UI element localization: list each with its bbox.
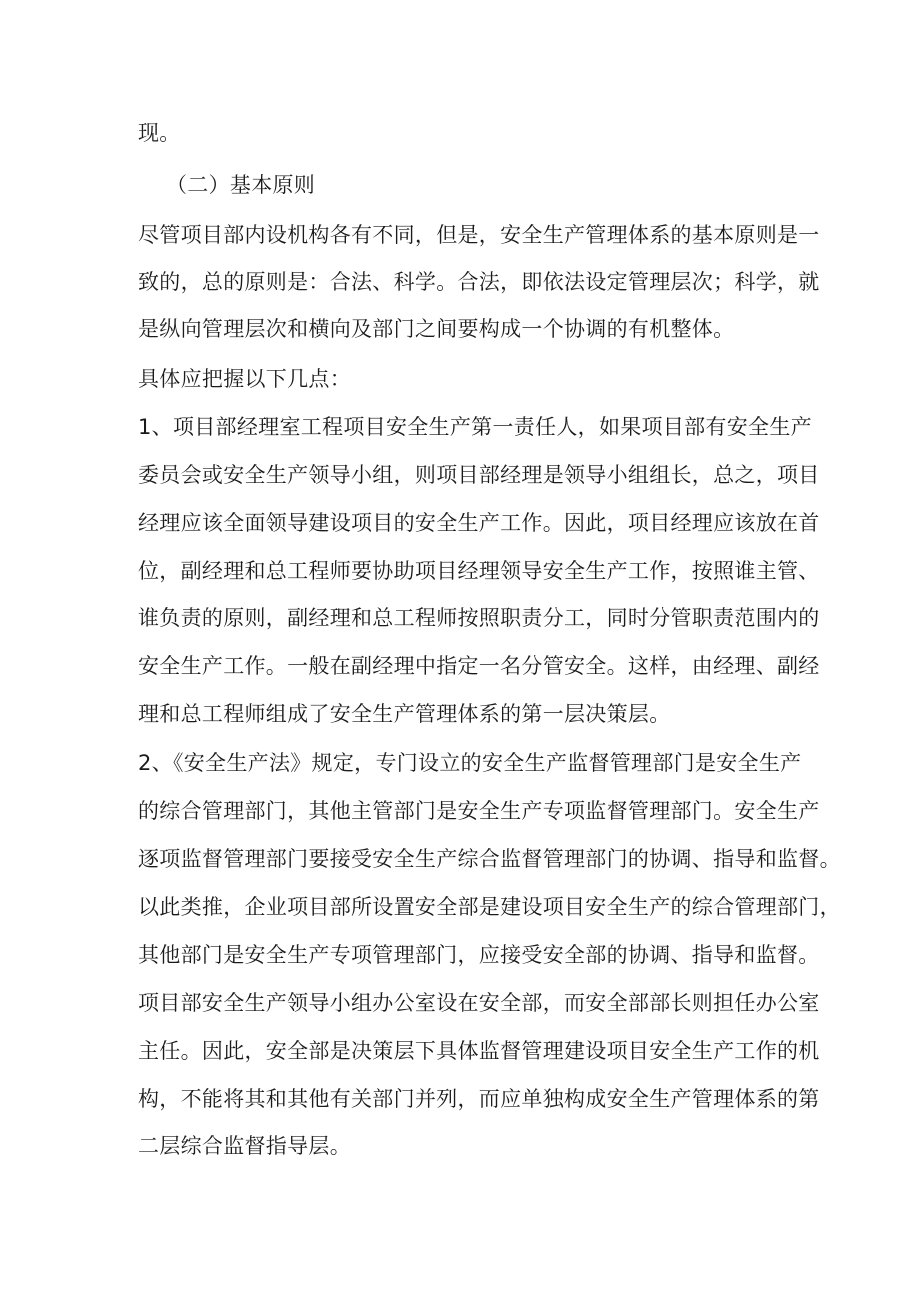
text-line: 委员会或安全生产领导小组，则项目部经理是领导小组组长，总之，项目 xyxy=(138,463,820,487)
section-heading: （二）基本原则 xyxy=(166,173,316,197)
text-line: 2、《安全生产法》规定，专门设立的安全生产监督管理部门是安全生产 xyxy=(138,751,802,775)
text-line: 项目部安全生产领导小组办公室设在安全部，而安全部部长则担任办公室 xyxy=(138,991,820,1015)
text-line: 致的，总的原则是：合法、科学。合法，即依法设定管理层次；科学，就 xyxy=(138,270,820,294)
text-line: 二层综合监督指导层。 xyxy=(138,1134,351,1158)
text-line: 的综合管理部门，其他主管部门是安全生产专项监督管理部门。安全生产 xyxy=(138,799,820,823)
text-line: 构，不能将其和其他有关部门并列，而应单独构成安全生产管理体系的第 xyxy=(138,1087,820,1111)
text-line: 安全生产工作。一般在副经理中指定一名分管安全。这样，由经理、副经 xyxy=(138,654,820,678)
text-line: 尽管项目部内设机构各有不同，但是，安全生产管理体系的基本原则是一 xyxy=(138,223,820,247)
text-line: 是纵向管理层次和横向及部门之间要构成一个协调的有机整体。 xyxy=(138,317,735,341)
text-line: 现。 xyxy=(138,121,181,145)
text-line: 理和总工程师组成了安全生产管理体系的第一层决策层。 xyxy=(138,702,671,726)
text-line: 1、项目部经理室工程项目安全生产第一责任人，如果项目部有安全生产 xyxy=(138,415,812,439)
text-line: 主任。因此，安全部是决策层下具体监督管理建设项目安全生产工作的机 xyxy=(138,1039,820,1063)
text-line: 逐项监督管理部门要接受安全生产综合监督管理部门的协调、指导和监督。 xyxy=(138,847,841,871)
text-line: 谁负责的原则，副经理和总工程师按照职责分工，同时分管职责范围内的 xyxy=(138,606,820,630)
text-line: 经理应该全面领导建设项目的安全生产工作。因此，项目经理应该放在首 xyxy=(138,511,820,535)
text-line: 具体应把握以下几点： xyxy=(138,367,351,391)
text-line: 以此类推，企业项目部所设置安全部是建设项目安全生产的综合管理部门， xyxy=(138,895,841,919)
text-line: 其他部门是安全生产专项管理部门，应接受安全部的协调、指导和监督。 xyxy=(138,943,820,967)
text-line: 位，副经理和总工程师要协助项目经理领导安全生产工作，按照谁主管、 xyxy=(138,559,820,583)
